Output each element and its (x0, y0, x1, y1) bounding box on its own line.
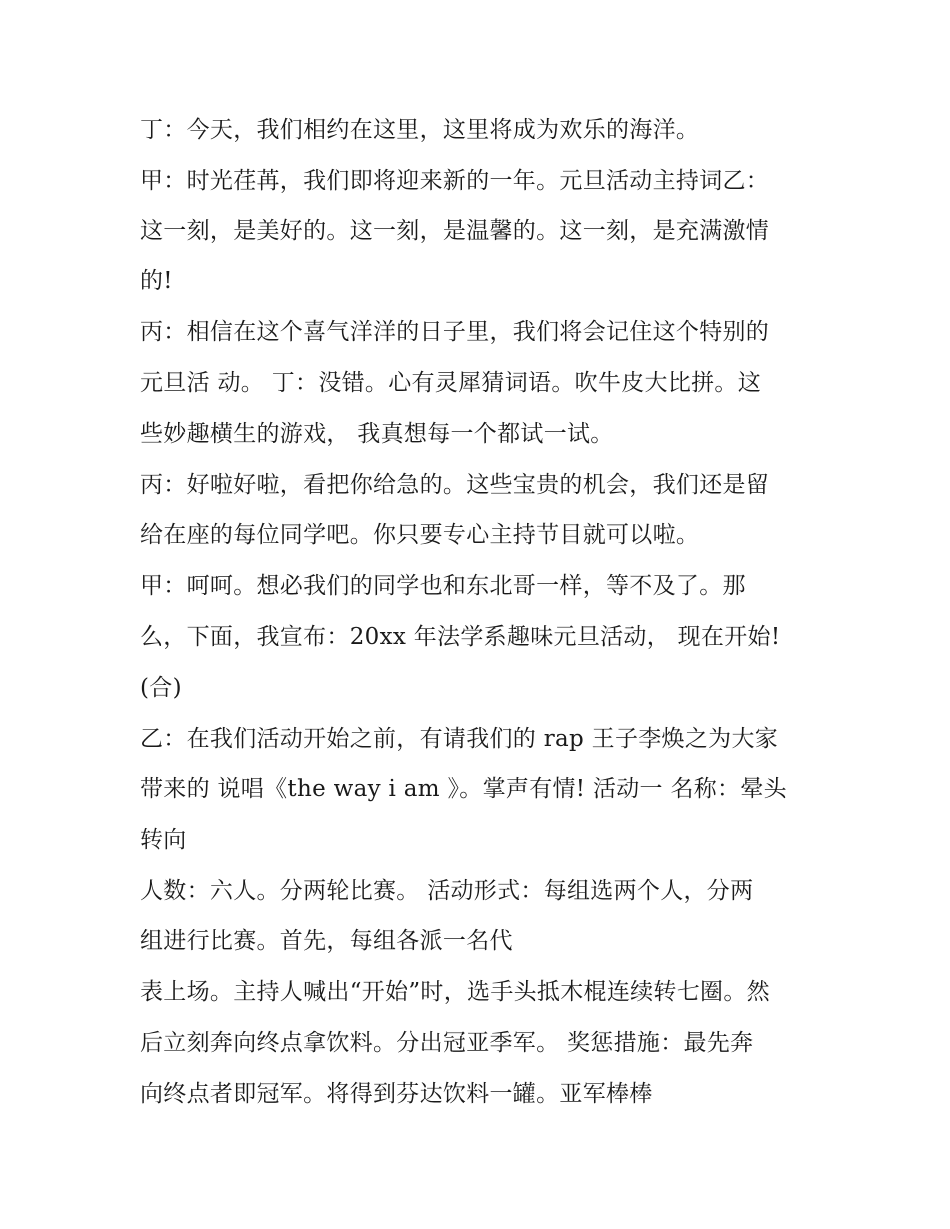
text-line: 组进行比赛。首先，每组各派一名代 (140, 928, 513, 954)
text-line: 向终点者即冠军。将得到芬达饮料一罐。亚军棒棒 (140, 1081, 653, 1107)
text-line: 人数：六人。分两轮比赛。 活动形式：每组选两个人，分两 (140, 878, 754, 904)
text-line: 丙：好啦好啦，看把你给急的。这些宝贵的机会，我们还是留 (140, 472, 770, 498)
text-line: 乙：在我们活动开始之前，有请我们的 rap 王子李焕之为大家 (140, 726, 779, 752)
text-line: 转向 (140, 827, 187, 853)
text-line: 丁：今天，我们相约在这里，这里将成为欢乐的海洋。 (140, 117, 700, 143)
text-line: 后立刻奔向终点拿饮料。分出冠亚季军。 奖惩措施：最先奔 (140, 1030, 754, 1056)
text-line: 甲：时光荏苒，我们即将迎来新的一年。元旦活动主持词乙： (140, 168, 770, 194)
text-line: 些妙趣横生的游戏， 我真想每一个都试一试。 (140, 421, 614, 447)
text-line: 这一刻，是美好的。这一刻，是温馨的。这一刻，是充满激情 (140, 218, 770, 244)
text-line: 甲：呵呵。想必我们的同学也和东北哥一样，等不及了。那 (140, 573, 746, 599)
text-line: 么，下面，我宣布：20xx 年法学系趣味元旦活动， 现在开始! (140, 624, 781, 650)
text-line: (合) (140, 675, 182, 701)
text-line: 给在座的每位同学吧。你只要专心主持节目就可以啦。 (140, 522, 700, 548)
text-line: 丙：相信在这个喜气洋洋的日子里，我们将会记住这个特别的 (140, 319, 770, 345)
text-line: 表上场。主持人喊出“开始”时，选手头抵木棍连续转七圈。然 (140, 979, 770, 1005)
text-line: 元旦活 动。 丁：没错。心有灵犀猜词语。吹牛皮大比拼。这 (140, 370, 762, 396)
text-line: 的! (140, 268, 173, 294)
text-line: 带来的 说唱《the way i am 》。掌声有情! 活动一 名称：晕头 (140, 776, 787, 802)
